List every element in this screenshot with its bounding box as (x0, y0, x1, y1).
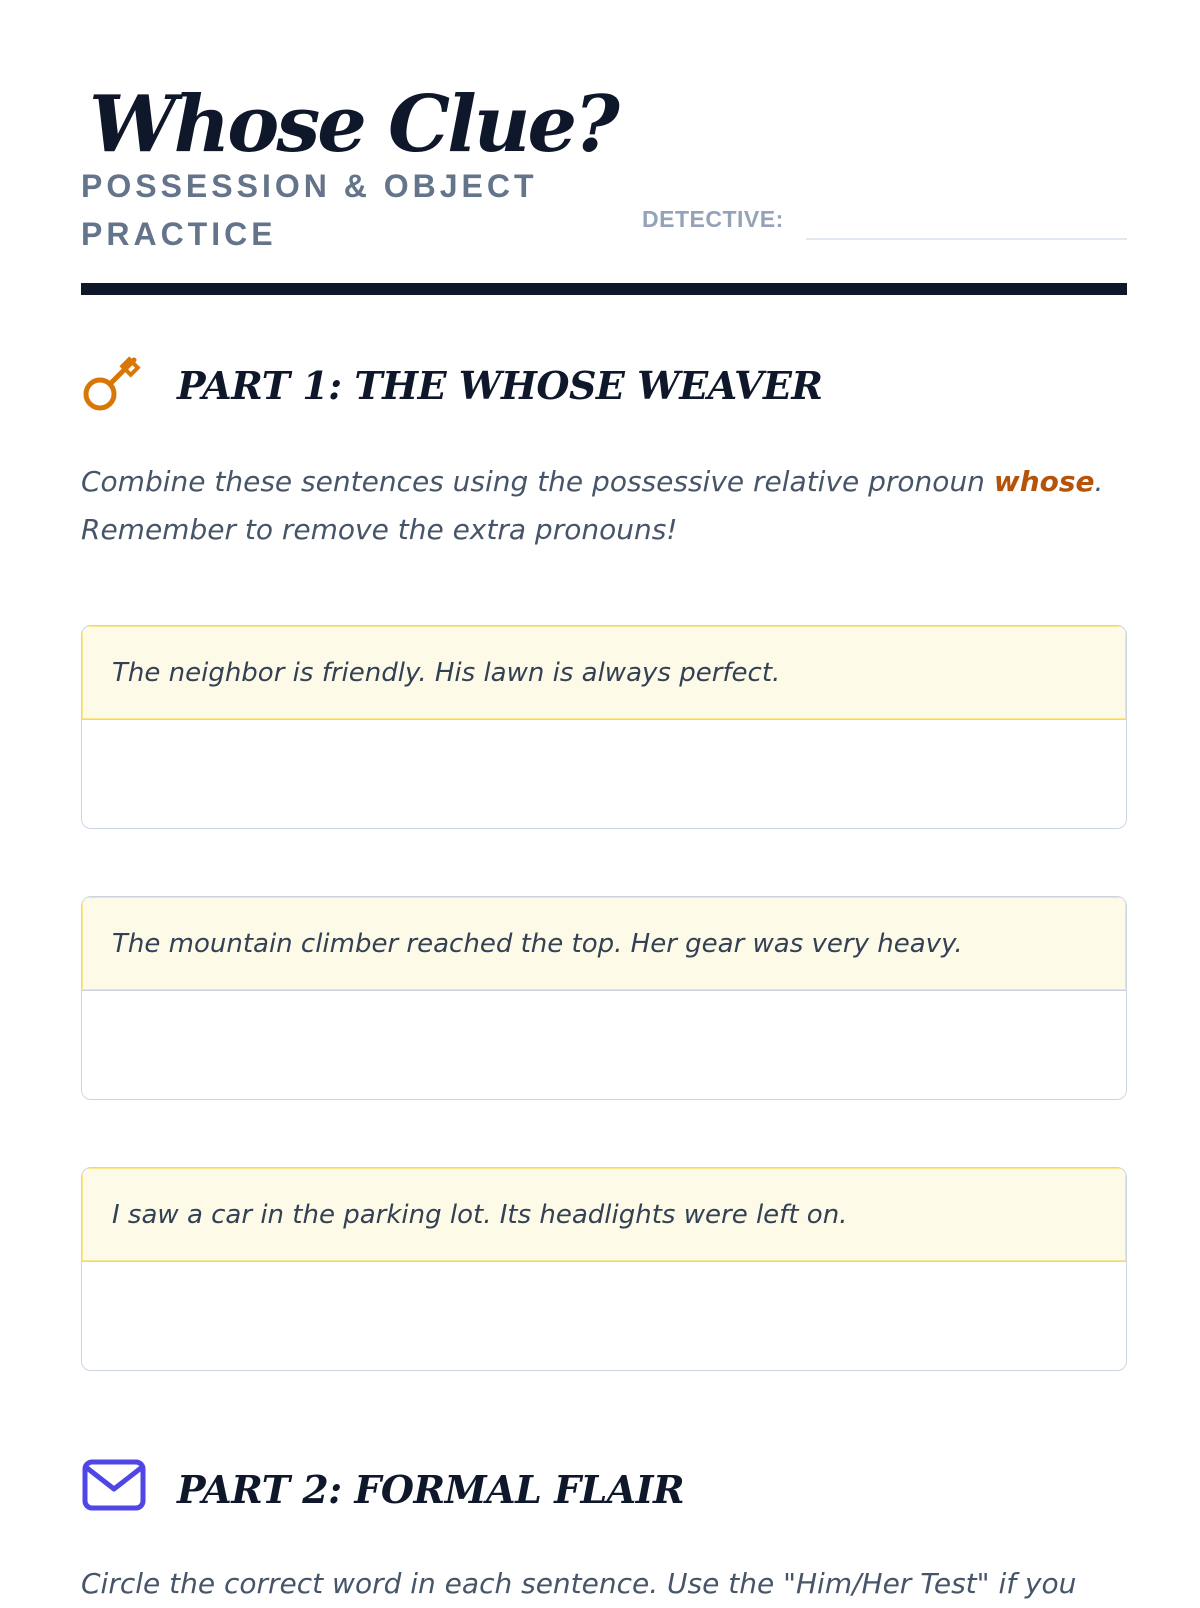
part1-instructions (81, 458, 1127, 554)
exercise-card-3 (81, 1167, 1127, 1371)
exercise-prompt: I saw a car in the parking lot. Its headlights were left on. (82, 1168, 1126, 1262)
part2-instructions: Circle the correct word in each sentence. Use the "Him/Her Test" if you (81, 1567, 1077, 1600)
answer-input-3[interactable] (82, 1262, 1126, 1369)
part2-header (81, 1456, 1127, 1526)
key-icon (81, 352, 147, 418)
part1-heading: PART 1: THE WHOSE WEAVER (177, 363, 823, 408)
detective-name-field[interactable] (806, 238, 1127, 240)
envelope-icon (81, 1456, 147, 1522)
exercise-prompt: The neighbor is friendly. His lawn is always perfect. (82, 626, 1126, 720)
page-title: Whose Clue? (89, 79, 617, 170)
header-divider (81, 283, 1127, 295)
part1-header (81, 352, 1127, 422)
page-subtitle: POSSESSION & OBJECT PRACTICE (81, 168, 538, 252)
answer-input-2[interactable] (82, 991, 1126, 1098)
part1-instructions-text-end: . Remember to remove the extra pronouns! (81, 465, 1104, 546)
part1-instructions-text: Combine these sentences using the possessive relative pronoun (81, 465, 994, 498)
detective-label: DETECTIVE: (642, 206, 784, 232)
part2-heading: PART 2: FORMAL FLAIR (177, 1467, 685, 1512)
answer-input-1[interactable] (82, 720, 1126, 827)
exercise-card-1 (81, 625, 1127, 829)
exercise-card-2 (81, 896, 1127, 1100)
exercise-prompt: The mountain climber reached the top. Her gear was very heavy. (82, 897, 1126, 991)
part1-instructions-keyword: whose (993, 465, 1095, 498)
